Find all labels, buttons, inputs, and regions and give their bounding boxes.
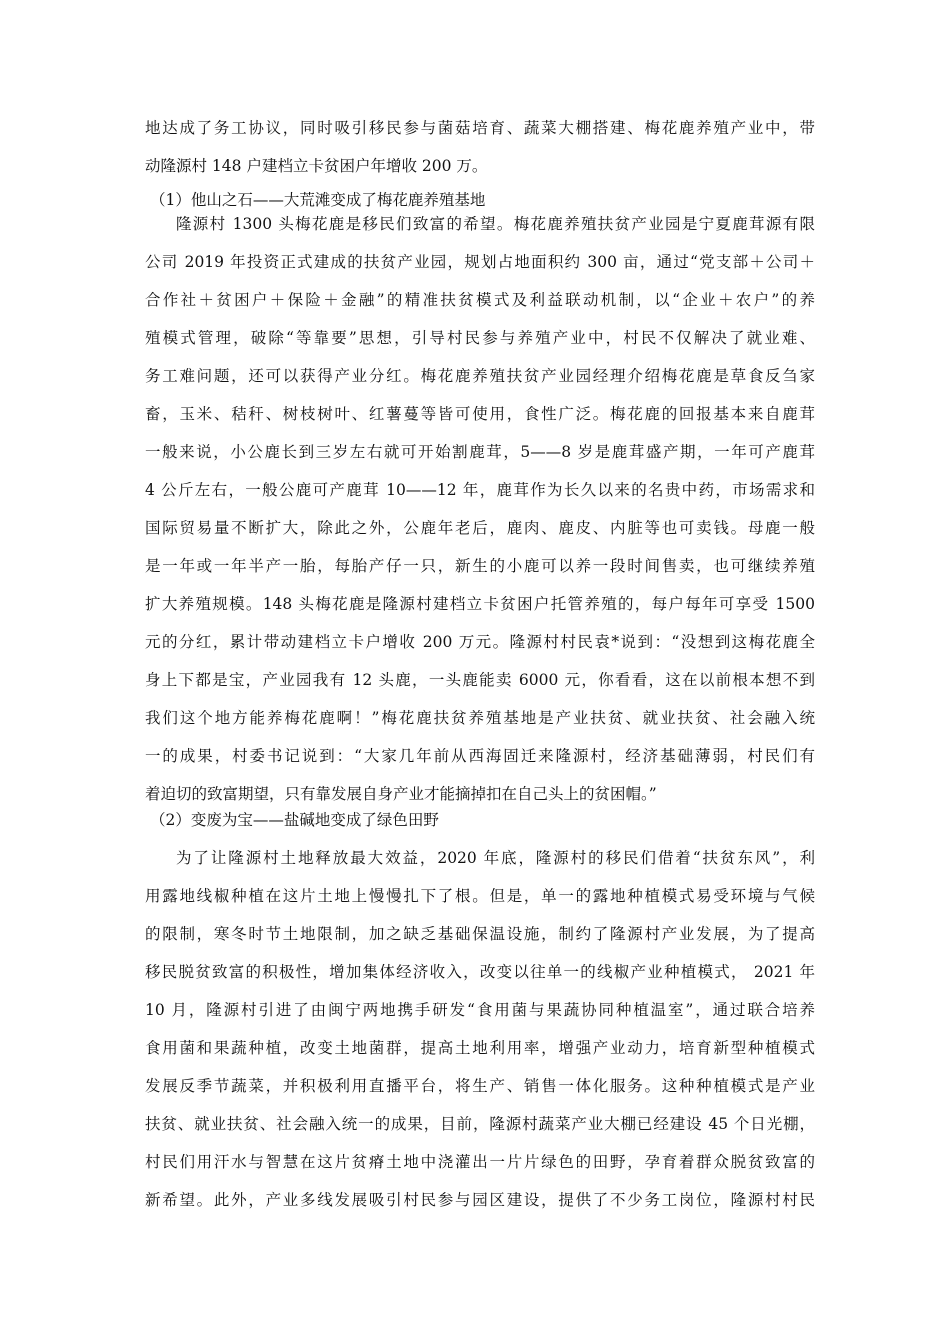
paragraph-line: 合作社＋贫困户＋保险＋金融”的精准扶贫模式及利益联动机制，以“企业＋农户”的养 bbox=[145, 291, 815, 309]
section-heading-2: （2）变废为宝——盐碱地变成了绿色田野 bbox=[150, 811, 439, 829]
paragraph-line: 4 公斤左右，一般公鹿可产鹿茸 10——12 年，鹿茸作为长久以来的名贵中药，市场需求和 bbox=[145, 481, 815, 499]
paragraph-line: 国际贸易量不断扩大，除此之外，公鹿年老后，鹿肉、鹿皮、内脏等也可卖钱。母鹿一般 bbox=[145, 519, 815, 537]
paragraph-line: 食用菌和果蔬种植，改变土地菌群，提高土地利用率，增强产业动力，培育新型种植模式 bbox=[145, 1039, 815, 1057]
paragraph-line: 公司 2019 年投资正式建成的扶贫产业园，规划占地面积约 300 亩，通过“党支部＋公司＋ bbox=[145, 253, 815, 271]
paragraph-line: 务工难问题，还可以获得产业分红。梅花鹿养殖扶贫产业园经理介绍梅花鹿是草食反刍家 bbox=[145, 367, 815, 385]
paragraph-line: 用露地线椒种植在这片土地上慢慢扎下了根。但是，单一的露地种植模式易受环境与气候 bbox=[145, 887, 815, 905]
paragraph-line: 身上下都是宝，产业园我有 12 头鹿，一头鹿能卖 6000 元，你看看，这在以前根本想不到 bbox=[145, 671, 815, 689]
paragraph-line: 为了让隆源村土地释放最大效益，2020 年底，隆源村的移民们借着“扶贫东风”，利 bbox=[176, 849, 815, 867]
paragraph-line: 的限制，寒冬时节土地限制，加之缺乏基础保温设施，制约了隆源村产业发展，为了提高 bbox=[145, 925, 815, 943]
paragraph-line: 扩大养殖规模。148 头梅花鹿是隆源村建档立卡贫困户托管养殖的，每户每年可享受 1500 bbox=[145, 595, 815, 613]
paragraph-line: 是一年或一年半产一胎，每胎产仔一只，新生的小鹿可以养一段时间售卖，也可继续养殖 bbox=[145, 557, 815, 575]
paragraph-line: 着迫切的致富期望，只有靠发展自身产业才能摘掉扣在自己头上的贫困帽。” bbox=[145, 785, 657, 803]
continuation-line-1: 地达成了务工协议，同时吸引移民参与菌菇培育、蔬菜大棚搭建、梅花鹿养殖产业中，带 bbox=[145, 119, 815, 137]
paragraph-line: 畜，玉米、秸秆、树枝树叶、红薯蔓等皆可使用，食性广泛。梅花鹿的回报基本来自鹿茸 bbox=[145, 405, 815, 423]
paragraph-line: 移民脱贫致富的积极性，增加集体经济收入，改变以往单一的线椒产业种植模式， 2021 年 bbox=[145, 963, 815, 981]
paragraph-line: 元的分红，累计带动建档立卡户增收 200 万元。隆源村村民袁*说到：“没想到这梅花鹿全 bbox=[145, 633, 815, 651]
paragraph-line: 村民们用汗水与智慧在这片贫瘠土地中浇灌出一片片绿色的田野，孕育着群众脱贫致富的 bbox=[145, 1153, 815, 1171]
paragraph-line: 我们这个地方能养梅花鹿啊！”梅花鹿扶贫养殖基地是产业扶贫、就业扶贫、社会融入统 bbox=[145, 709, 815, 727]
section-heading-1: （1）他山之石——大荒滩变成了梅花鹿养殖基地 bbox=[150, 191, 486, 209]
paragraph-line: 发展反季节蔬菜，并积极利用直播平台，将生产、销售一体化服务。这种种植模式是产业 bbox=[145, 1077, 815, 1095]
paragraph-line: 隆源村 1300 头梅花鹿是移民们致富的希望。梅花鹿养殖扶贫产业园是宁夏鹿茸源有限 bbox=[176, 215, 815, 233]
continuation-line-2: 动隆源村 148 户建档立卡贫困户年增收 200 万。 bbox=[145, 157, 488, 175]
paragraph-line: 10 月，隆源村引进了由闽宁两地携手研发“食用菌与果蔬协同种植温室”，通过联合培养 bbox=[145, 1001, 815, 1019]
paragraph-line: 殖模式管理，破除“等靠要”思想，引导村民参与养殖产业中，村民不仅解决了就业难、 bbox=[145, 329, 815, 347]
paragraph-line: 新希望。此外，产业多线发展吸引村民参与园区建设，提供了不少务工岗位，隆源村村民 bbox=[145, 1191, 815, 1209]
paragraph-line: 一般来说，小公鹿长到三岁左右就可开始割鹿茸，5——8 岁是鹿茸盛产期，一年可产鹿茸 bbox=[145, 443, 815, 461]
paragraph-line: 扶贫、就业扶贫、社会融入统一的成果，目前，隆源村蔬菜产业大棚已经建设 45 个日光棚， bbox=[145, 1115, 815, 1133]
paragraph-line: 一的成果，村委书记说到：“大家几年前从西海固迁来隆源村，经济基础薄弱，村民们有 bbox=[145, 747, 815, 765]
